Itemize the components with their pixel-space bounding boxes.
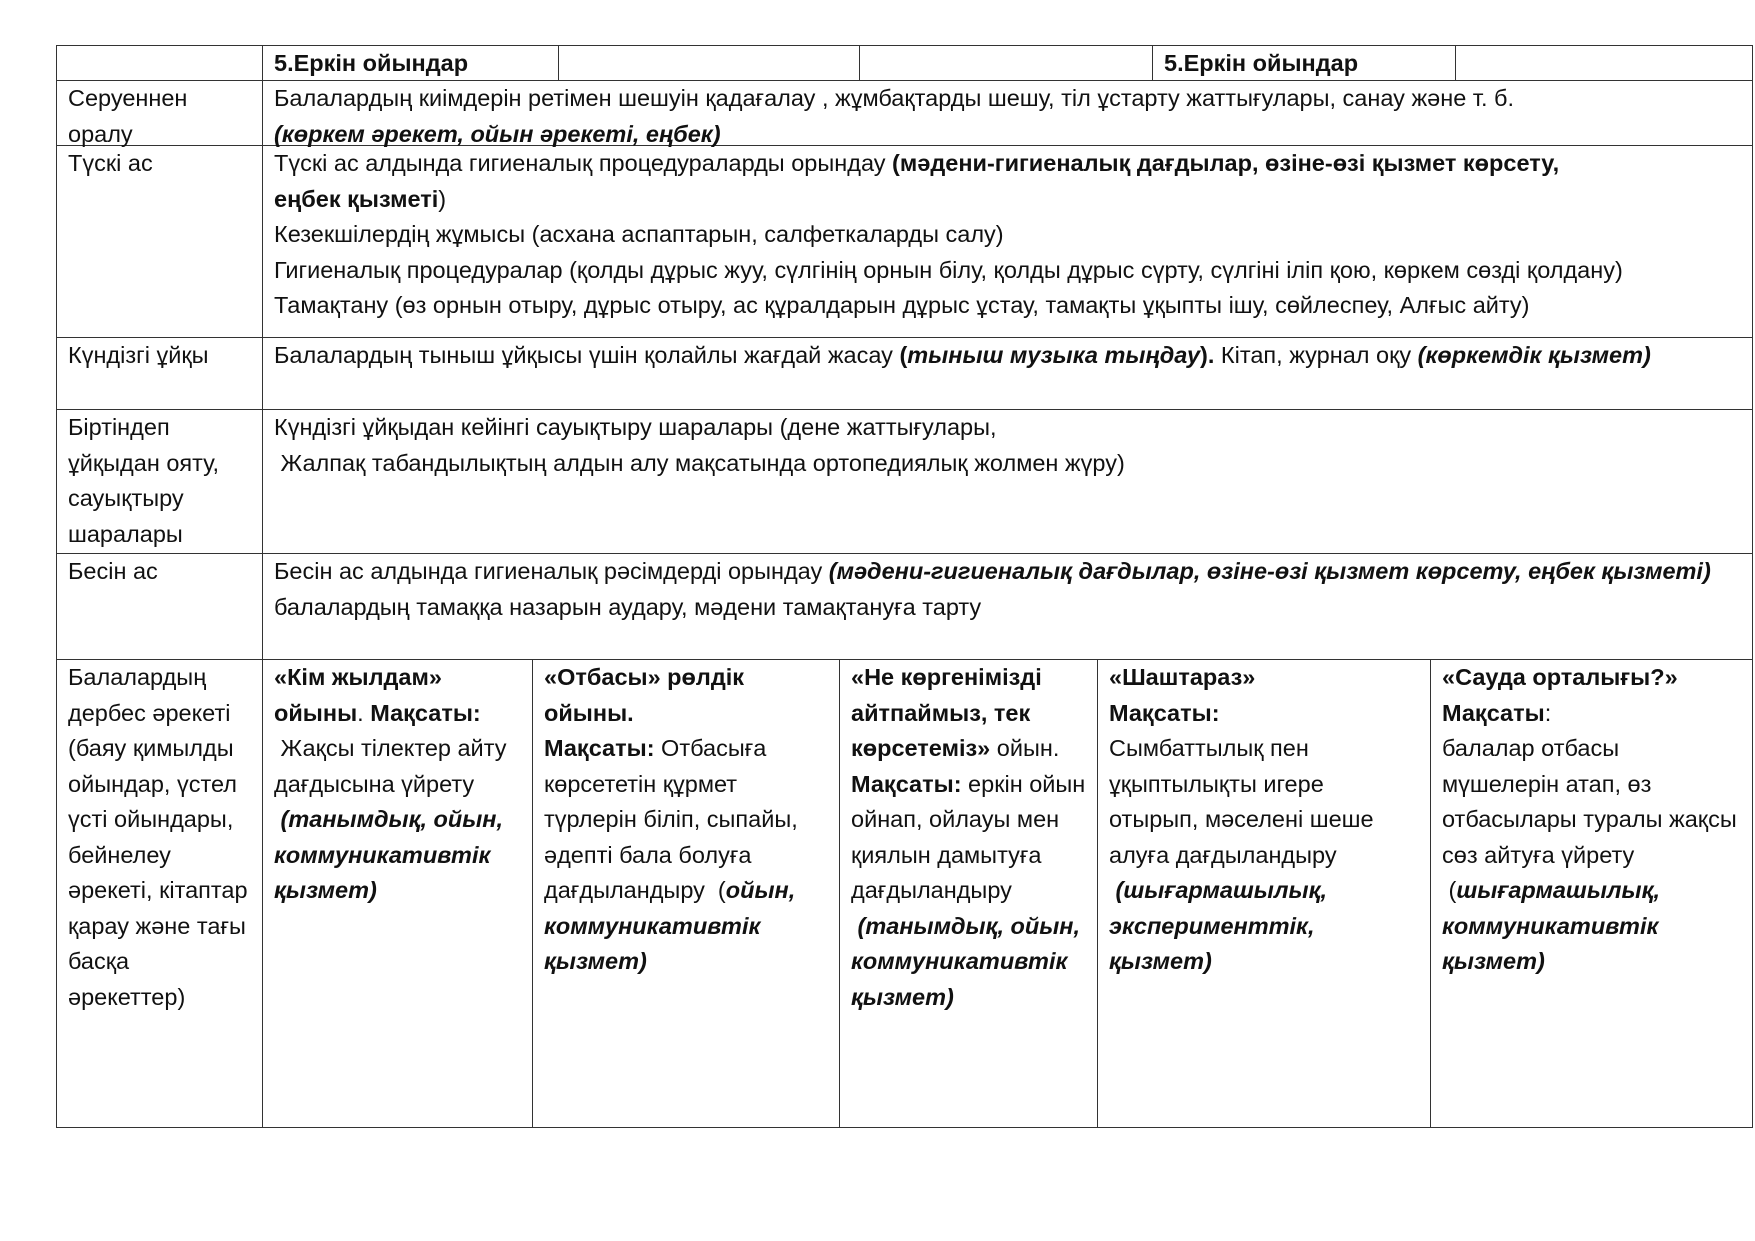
nap-open-paren: ( bbox=[899, 342, 908, 368]
row-label-return: Серуеннен оралу bbox=[57, 81, 263, 145]
game5-goal-text: балалар отбасы мүшелерін атап, өз отбасылары туралы жақсы сөз айтуға үйрету bbox=[1442, 735, 1737, 868]
row-label-nap: Күндізгі ұйқы bbox=[57, 338, 263, 409]
nap-music: тыныш музыка тыңдау bbox=[907, 342, 1201, 368]
game5-goal-label: Мақсаты bbox=[1442, 699, 1545, 726]
game1-goal-label: Мақсаты: bbox=[370, 699, 481, 726]
lunch-line2-plain: ) bbox=[438, 185, 447, 212]
header-cell-3 bbox=[860, 46, 1153, 80]
row-label-wake: Біртіндеп ұйқыдан ояту, сауықтыру шаралары bbox=[57, 410, 263, 553]
lunch-line2-bold: еңбек қызметі bbox=[274, 185, 439, 212]
snack-line2: балалардың тамаққа назарын аудару, мәдени тамақтануға тарту bbox=[274, 593, 982, 620]
game3-title-suffix: ойын. bbox=[990, 735, 1060, 761]
game3-goal-label: Мақсаты: bbox=[851, 770, 962, 797]
row-independent-activity bbox=[56, 660, 1753, 1128]
game2-goal-label: Мақсаты: bbox=[544, 735, 655, 761]
row-nap bbox=[56, 338, 1753, 410]
game4-goal-text: Сымбаттылық пен ұқыптылықты игере отырып, мәселені шеше алуға дағдыландыру bbox=[1109, 735, 1374, 868]
game5-goal-colon: : bbox=[1544, 699, 1552, 726]
game-sauda-ortalygy bbox=[1431, 660, 1752, 1127]
snack-plain: Бесін ас алдында гигиеналық рәсімдерді орындау bbox=[274, 558, 829, 584]
nap-close-paren: ). bbox=[1200, 342, 1215, 368]
row-return-from-walk bbox=[56, 81, 1753, 146]
row-content-wake bbox=[263, 410, 1752, 553]
header-cell-2 bbox=[559, 46, 860, 80]
row-snack bbox=[56, 554, 1753, 660]
game1-title: «Кім жылдам» ойыны bbox=[274, 664, 442, 726]
game1-goal-text: Жақсы тілектер айту дағдысына үйрету bbox=[274, 735, 513, 797]
row-content-lunch bbox=[263, 146, 1752, 337]
return-activity: (көркем әрекет, ойын әрекеті, еңбек) bbox=[274, 120, 721, 147]
header-free-games-1: 5.Еркін ойындар bbox=[263, 46, 559, 80]
schedule-table bbox=[56, 45, 1753, 1128]
game-kim-zhyldam bbox=[263, 660, 533, 1127]
wake-line2: Жалпақ табандылықтың алдын алу мақсатында ортопедиялық жолмен жүру) bbox=[274, 449, 1125, 476]
game-ne-korgenimizdi bbox=[840, 660, 1098, 1127]
nap-plain1: Балалардың тыныш ұйқысы үшін қолайлы жағдай жасау bbox=[274, 342, 900, 368]
header-cell-5 bbox=[1456, 46, 1752, 80]
game5-title: «Сауда орталығы?» bbox=[1442, 664, 1678, 690]
game5-activity: шығармашылық, коммуникативтік қызмет) bbox=[1442, 877, 1661, 974]
header-row bbox=[56, 45, 1753, 81]
row-content-return bbox=[263, 81, 1752, 145]
lunch-line1-bold: (мәдени-гигиеналық дағдылар, өзіне-өзі қызмет көрсету, bbox=[892, 150, 1560, 176]
wake-line1: Күндізгі ұйқыдан кейінгі сауықтыру шаралары (дене жаттығулары, bbox=[274, 414, 997, 440]
game4-activity: (шығармашылық, эксперименттік, қызмет) bbox=[1109, 877, 1334, 974]
game4-goal-label: Мақсаты: bbox=[1109, 699, 1220, 726]
header-free-games-2: 5.Еркін ойындар bbox=[1153, 46, 1456, 80]
lunch-hygiene-text: Гигиеналық процедуралар (қолды дұрыс жуу, сүлгінің орнын білу, қолды дұрыс сүрту, сүлгіні іліп қою, көркем сөзді қолдану) bbox=[274, 256, 1623, 283]
row-label-lunch: Түскі ас bbox=[57, 146, 263, 337]
row-wake-up bbox=[56, 410, 1753, 554]
game2-act-open: ( bbox=[711, 877, 726, 903]
lunch-eating-text: Тамақтану (өз орнын отыру, дұрыс отыру, ас құралдарын дұрыс ұстау, тамақты ұқыпты ішу, сөйлеспеу, Алғыс айту) bbox=[274, 292, 1530, 318]
lunch-line1-plain: Түскі ас алдында гигиеналық процедураларды орындау bbox=[274, 150, 893, 176]
row-lunch bbox=[56, 146, 1753, 338]
lunch-duty-text: Кезекшілердің жұмысы (асхана аспаптарын, салфеткаларды салу) bbox=[274, 221, 1004, 247]
nap-plain2: Кітап, журнал оқу bbox=[1214, 342, 1418, 368]
game2-goal-text: Отбасыға көрсететін құрмет түрлерін біліп, сыпайы, әдепті бала болуға дағдыландыру bbox=[544, 735, 798, 903]
game-shashtaraz bbox=[1098, 660, 1431, 1127]
return-text: Балалардың киімдерін ретімен шешуін қадағалау , жұмбақтарды шешу, тіл ұстарту жаттығулары, санау және т. б. bbox=[274, 85, 1515, 111]
row-label-independent: Балалардың дербес әрекеті (баяу қимылды ойындар, үстел үсті ойындары, бейнелеу әрекеті, кітаптар қарау және тағы басқа әрекеттер) bbox=[57, 660, 263, 1127]
row-content-nap bbox=[263, 338, 1752, 409]
row-label-snack: Бесін ас bbox=[57, 554, 263, 659]
game-otbasy bbox=[533, 660, 840, 1127]
game2-activity: ойын, коммуникативтік қызмет) bbox=[544, 877, 796, 974]
game5-act-open: ( bbox=[1442, 877, 1457, 903]
header-empty-cell bbox=[57, 46, 263, 80]
game3-title: «Не көргенімізді айтпаймыз, тек көрсетеміз» bbox=[851, 664, 1042, 761]
game2-title: «Отбасы» рөлдік ойыны. bbox=[544, 664, 745, 726]
game1-activity: (танымдық, ойын, коммуникативтік қызмет) bbox=[274, 806, 510, 903]
game3-activity: (танымдық, ойын, коммуникативтік қызмет) bbox=[851, 912, 1087, 1010]
game3-goal-text: еркін ойын ойнап, ойлауы мен қиялын дамытуға дағдыландыру bbox=[851, 770, 1086, 903]
row-content-snack bbox=[263, 554, 1752, 659]
snack-activity: (мәдени-гигиеналық дағдылар, өзіне-өзі қызмет көрсету, еңбек қызметі) bbox=[828, 558, 1711, 584]
game1-sep: . bbox=[357, 699, 371, 726]
game4-title: «Шаштараз» bbox=[1109, 664, 1256, 690]
nap-activity: (көркемдік қызмет) bbox=[1417, 342, 1651, 368]
